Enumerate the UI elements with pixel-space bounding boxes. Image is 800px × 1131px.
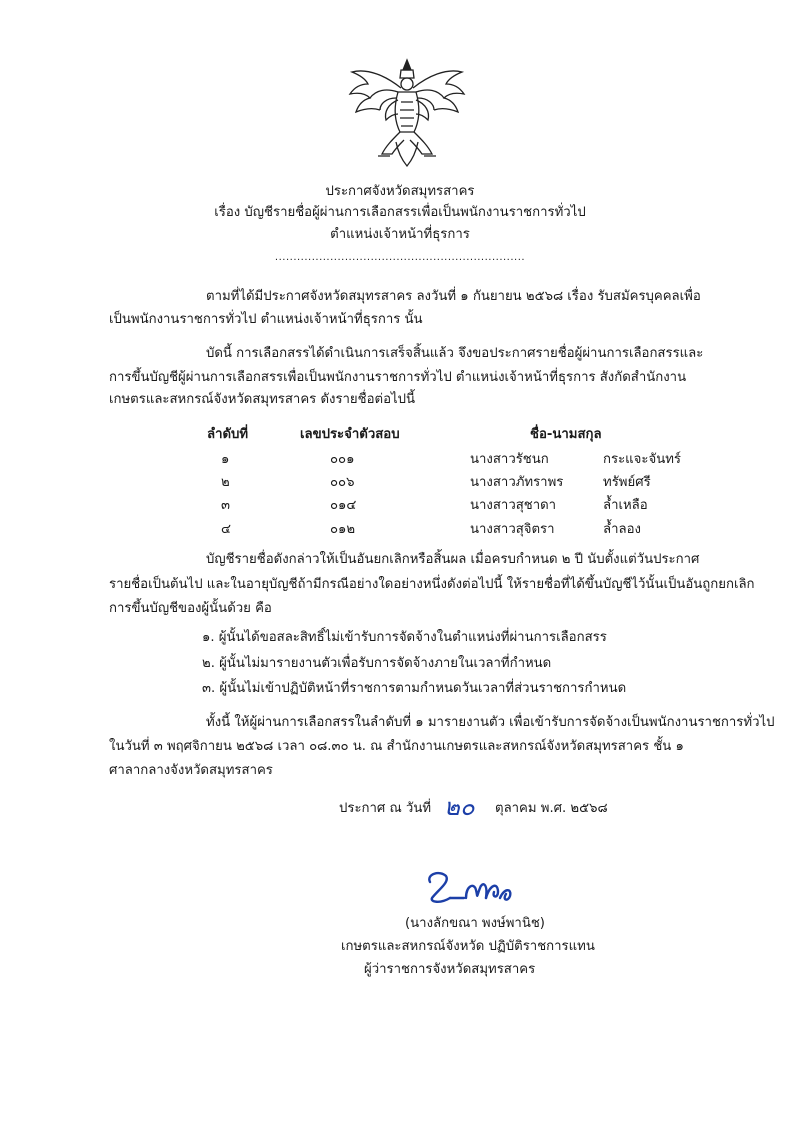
date-day-handwritten: ๒๐ — [444, 793, 475, 821]
para1-line2: เป็นพนักงานราชการทั่วไป ตำแหน่งเจ้าหน้าที่ธุรการ นั้น — [109, 312, 423, 327]
signer-name: (นางลักขณา พงษ์พานิช) — [405, 916, 545, 931]
condition-3: ๓. ผู้นั้นไม่เข้าปฏิบัติหน้าที่ราชการตามกำหนดวันเวลาที่ส่วนราชการกำหนด — [202, 681, 627, 696]
para3-line2: รายชื่อเป็นต้นไป และในอายุบัญชีถ้ามีกรณีอย่างใดอย่างหนึ่งดังต่อไปนี้ ให้รายชื่อที่ได้ขึ้นบัญชีไว้นั้นเป็นอันถูกยกเลิก — [109, 577, 755, 592]
table-row-4-rank: ๔ — [221, 522, 231, 537]
table-row-3-exam-id: ๐๑๔ — [330, 498, 357, 513]
table-row-1-first-name: นางสาวรัชนก — [470, 452, 549, 467]
handwritten-signature — [420, 868, 520, 908]
para2-line2: การขึ้นบัญชีผู้ผ่านการเลือกสรรเพื่อเป็นพนักงานราชการทั่วไป ตำแหน่งเจ้าหน้าที่ธุรการ สังกัดสำนักงาน — [109, 370, 687, 385]
para4-line3: ศาลากลางจังหวัดสมุทรสาคร — [109, 763, 273, 778]
table-row-2-first-name: นางสาวภัทราพร — [470, 475, 564, 490]
table-row-2-rank: ๒ — [221, 475, 230, 490]
announcement-org-title: ประกาศจังหวัดสมุทรสาคร — [325, 184, 475, 199]
table-row-2-last-name: ทรัพย์ศรี — [603, 475, 651, 490]
table-row-4-exam-id: ๐๑๒ — [330, 522, 356, 537]
signer-title-2: ผู้ว่าราชการจังหวัดสมุทรสาคร — [364, 962, 536, 977]
table-row-3-last-name: ล้ำเหลือ — [603, 498, 648, 513]
col-header-name: ชื่อ-นามสกุล — [530, 427, 602, 442]
signer-title-1: เกษตรและสหกรณ์จังหวัด ปฏิบัติราชการแทน — [341, 939, 595, 954]
table-row-2-exam-id: ๐๐๖ — [330, 475, 355, 490]
para2-line1: บัดนี้ การเลือกสรรได้ดำเนินการเสร็จสิ้นแล้ว จึงขอประกาศรายชื่อผู้ผ่านการเลือกสรรและ — [206, 346, 704, 361]
announcement-position: ตำแหน่งเจ้าหน้าที่ธุรการ — [330, 227, 470, 242]
table-row-3-first-name: นางสาวสุชาดา — [470, 498, 557, 513]
date-suffix: ตุลาคม พ.ศ. ๒๕๖๘ — [495, 801, 608, 816]
date-prefix: ประกาศ ณ วันที่ — [339, 801, 432, 816]
table-row-1-exam-id: ๐๐๑ — [330, 452, 355, 467]
table-row-4-last-name: ล้ำลอง — [603, 522, 641, 537]
condition-1: ๑. ผู้นั้นได้ขอสละสิทธิ์ไม่เข้ารับการจัดจ้างในตำแหน่งที่ผ่านการเลือกสรร — [202, 630, 607, 645]
condition-2: ๒. ผู้นั้นไม่มารายงานตัวเพื่อรับการจัดจ้างภายในเวลาที่กำหนด — [202, 656, 552, 671]
para3-line3: การขึ้นบัญชีของผู้นั้นด้วย คือ — [109, 601, 272, 616]
table-row-1-last-name: กระแจะจันทร์ — [603, 452, 681, 467]
table-row-4-first-name: นางสาวสุจิตรา — [470, 522, 555, 537]
para2-line3: เกษตรและสหกรณ์จังหวัดสมุทรสาคร ดังรายชื่อต่อไปนี้ — [109, 392, 416, 407]
garuda-emblem — [346, 58, 468, 170]
table-row-1-rank: ๑ — [221, 452, 230, 467]
para1-line1: ตามที่ได้มีประกาศจังหวัดสมุทรสาคร ลงวันที่ ๑ กันยายน ๒๕๖๘ เรื่อง รับสมัครบุคคลเพื่อ — [206, 289, 701, 304]
para4-line2: ในวันที่ ๓ พฤศจิกายน ๒๕๖๘ เวลา ๐๘.๓๐ น. ณ สำนักงานเกษตรและสหกรณ์จังหวัดสมุทรสาคร ชั้น ๑ — [109, 739, 684, 754]
para3-line1: บัญชีรายชื่อดังกล่าวให้เป็นอันยกเลิกหรือสิ้นผล เมื่อครบกำหนด ๒ ปี นับตั้งแต่วันประกาศ — [206, 552, 700, 567]
announcement-subject: เรื่อง บัญชีรายชื่อผู้ผ่านการเลือกสรรเพื่อเป็นพนักงานราชการทั่วไป — [214, 205, 586, 220]
col-header-exam-id: เลขประจำตัวสอบ — [300, 427, 400, 442]
col-header-rank: ลำดับที่ — [207, 427, 249, 442]
table-row-3-rank: ๓ — [221, 498, 231, 513]
header-separator: .................................................................... — [274, 252, 526, 263]
para4-line1: ทั้งนี้ ให้ผู้ผ่านการเลือกสรรในลำดับที่ ๑ มารายงานตัว เพื่อเข้ารับการจัดจ้างเป็นพนักงานราชการทั่วไป — [206, 715, 775, 730]
